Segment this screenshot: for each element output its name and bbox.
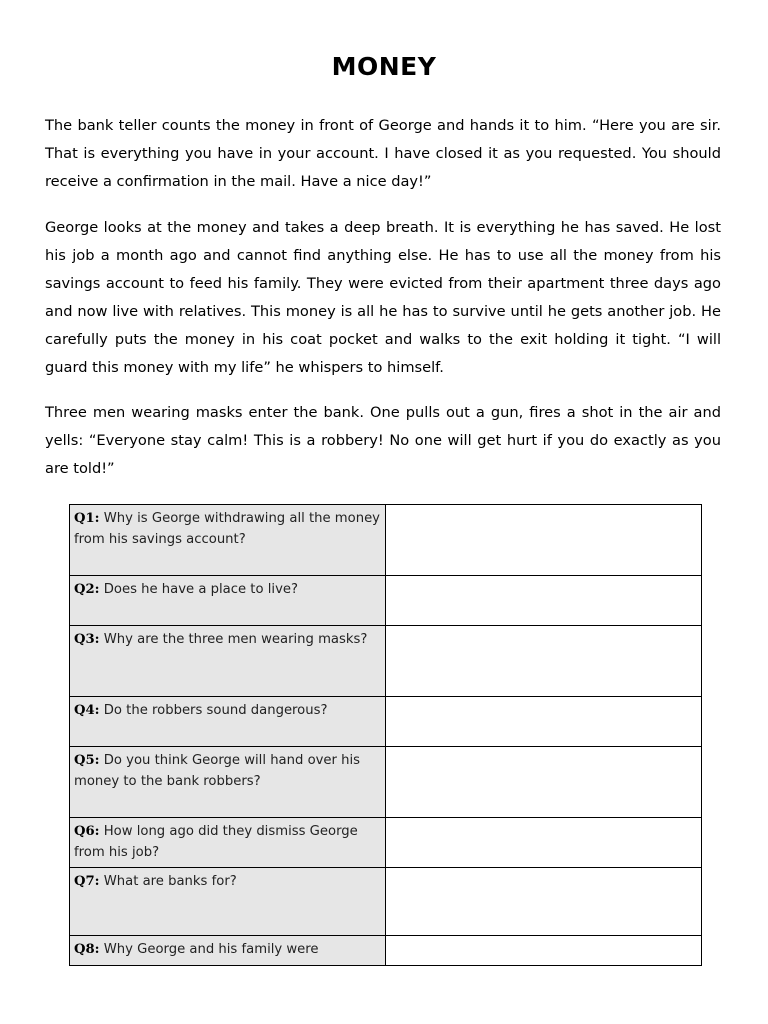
answer-cell-3[interactable] (386, 626, 702, 697)
question-cell-6 (70, 818, 386, 868)
question-number-7: Q7: (74, 874, 100, 889)
questions-table (69, 504, 702, 966)
question-row-4 (70, 697, 702, 747)
page-title: MONEY (331, 52, 437, 81)
question-number-5: Q5: (74, 753, 100, 768)
question-row-7 (70, 868, 702, 936)
answer-cell-2[interactable] (386, 576, 702, 626)
question-number-3: Q3: (74, 632, 100, 647)
question-cell-2 (70, 576, 386, 626)
question-number-6: Q6: (74, 824, 100, 839)
question-row-2 (70, 576, 702, 626)
story-paragraph-3: Three men wearing masks enter the bank. One pulls out a gun, fires a shot in the air and yells: “Everyone stay calm! This is a robbery! No one will get hurt if you do exactly as you are told!” (45, 404, 721, 477)
question-row-6 (70, 818, 702, 868)
question-text-1: Why is George withdrawing all the money from his savings account? (74, 511, 380, 547)
question-row-5 (70, 747, 702, 818)
question-cell-8 (70, 936, 386, 966)
answer-cell-6[interactable] (386, 818, 702, 868)
question-cell-1 (70, 505, 386, 576)
question-text-6: How long ago did they dismiss George from his job? (74, 824, 358, 860)
question-cell-3 (70, 626, 386, 697)
question-number-8: Q8: (74, 942, 100, 957)
answer-cell-7[interactable] (386, 868, 702, 936)
question-number-2: Q2: (74, 582, 100, 597)
question-cell-5 (70, 747, 386, 818)
question-text-8: Why George and his family were (103, 942, 319, 957)
question-text-7: What are banks for? (103, 874, 237, 889)
answer-cell-4[interactable] (386, 697, 702, 747)
story-paragraph-1: The bank teller counts the money in front of George and hands it to him. “Here you are sir. That is everything you have in your account. I have closed it as you requested. You should receive a confirmation in the mail. Have a nice day!” (45, 117, 721, 190)
question-number-4: Q4: (74, 703, 100, 718)
question-row-3 (70, 626, 702, 697)
question-cell-7 (70, 868, 386, 936)
answer-cell-8[interactable] (386, 936, 702, 966)
answer-cell-5[interactable] (386, 747, 702, 818)
story-paragraph-2: George looks at the money and takes a deep breath. It is everything he has saved. He lost his job a month ago and cannot find anything else. He has to use all the money from his savings account to feed his family. They were evicted from their apartment three days ago and now live with relatives. This money is all he has to survive until he gets another job. He carefully puts the money in his coat pocket and walks to the exit holding it tight. “I will guard this money with my life” he whispers to himself. (45, 219, 721, 376)
question-number-1: Q1: (74, 511, 100, 526)
question-text-4: Do the robbers sound dangerous? (103, 703, 328, 718)
question-text-3: Why are the three men wearing masks? (103, 632, 368, 647)
question-cell-4 (70, 697, 386, 747)
question-row-8 (70, 936, 702, 966)
question-row-1 (70, 505, 702, 576)
question-text-2: Does he have a place to live? (103, 582, 298, 597)
answer-cell-1[interactable] (386, 505, 702, 576)
question-text-5: Do you think George will hand over his money to the bank robbers? (74, 753, 361, 789)
